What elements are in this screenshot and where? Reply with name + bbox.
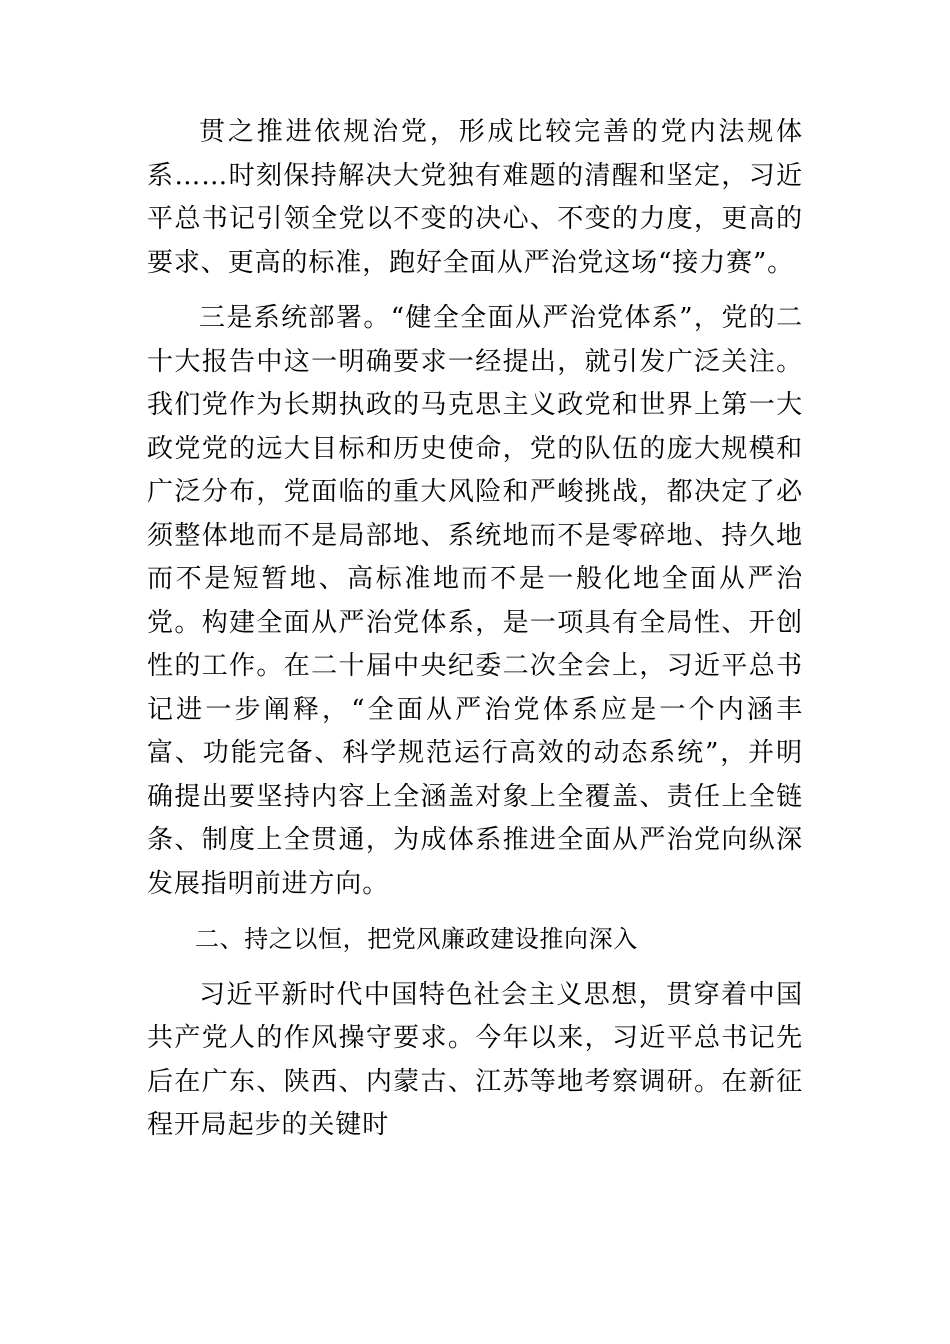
paragraph-work-style: 习近平新时代中国特色社会主义思想，贯穿着中国共产党人的作风操守要求。今年以来，习近平总书记先后在广东、陕西、内蒙古、江苏等地考察调研。在新征程开局起步的关键时 (147, 979, 803, 1140)
section-heading: 二、持之以恒，把党风廉政建设推向深入 (195, 925, 638, 953)
document-body (147, 111, 803, 1160)
paragraph-continuation: 贯之推进依规治党，形成比较完善的党内法规体系……时刻保持解决大党独有难题的清醒和坚定，习近平总书记引领全党以不变的决心、不变的力度，更高的要求、更高的标准，跑好全面从严治党这场“接力赛”。 (147, 117, 803, 278)
paragraph-system-deployment: 三是系统部署。“健全全面从严治党体系”，党的二十大报告中这一明确要求一经提出，就引发广泛关注。我们党作为长期执政的马克思主义政党和世界上第一大政党党的远大目标和历史使命，党的队伍的庞大规模和广泛分布，党面临的重大风险和严峻挑战，都决定了必须整体地而不是局部地、系统地而不是零碎地、持久地而不是短暂地、高标准地而不是一般化地全面从严治党。构建全面从严治党体系，是一项具有全局性、开创性的工作。在二十届中央纪委二次全会上，习近平总书记进一步阐释，“全面从严治党体系应是一个内涵丰富、功能完备、科学规范运行高效的动态系统”，并明确提出要坚持内容上全涵盖对象上全覆盖、责任上全链条、制度上全贯通，为成体系推进全面从严治党向纵深发展指明前进方向。 (147, 303, 803, 899)
